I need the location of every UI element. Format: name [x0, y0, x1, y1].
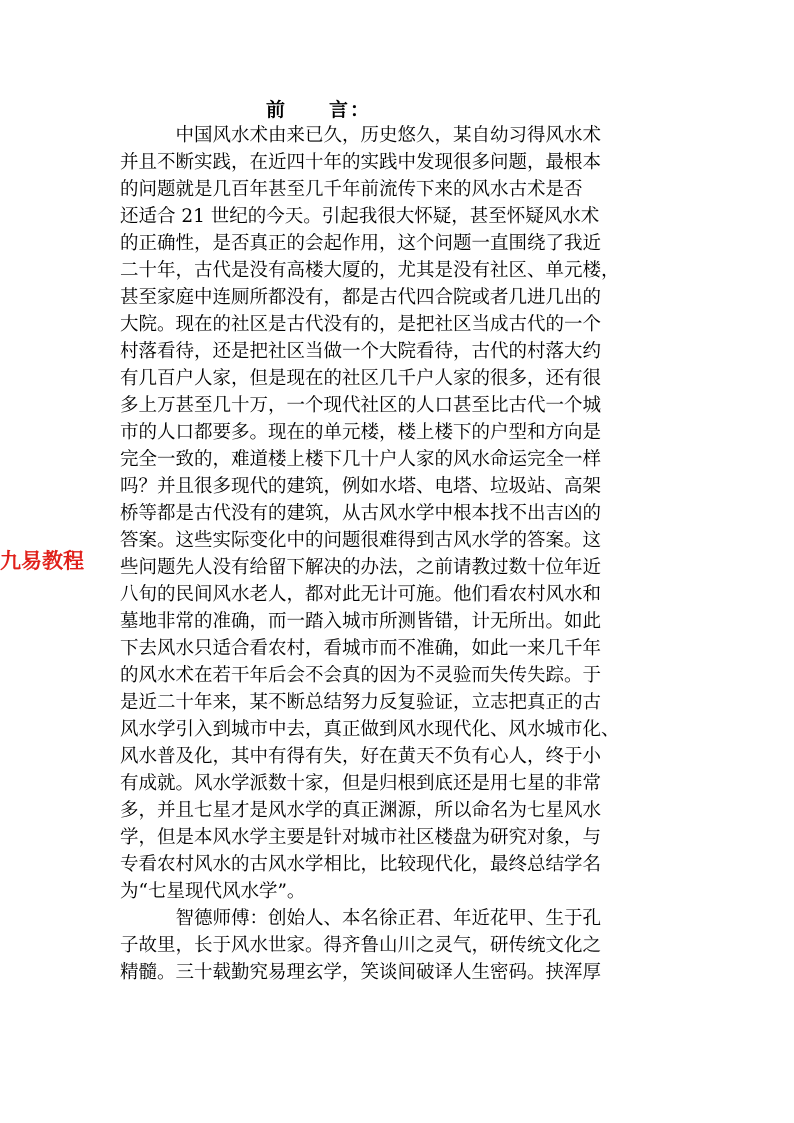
- body-line: 专看农村风水的古风水学相比，比较现代化，最终总结学名: [120, 854, 602, 875]
- body-line: 大院。现在的社区是古代没有的，是把社区当成古代的一个: [120, 314, 602, 335]
- body-line: 墓地非常的准确，而一踏入城市所测皆错，计无所出。如此: [120, 611, 602, 632]
- body-line: 些问题先人没有给留下解决的办法，之前请教过数十位年近: [120, 557, 602, 578]
- body-line: 为“七星现代风水学”。: [120, 881, 306, 902]
- watermark-label: 九易教程: [0, 549, 84, 573]
- page-title: 前 言：: [266, 99, 372, 121]
- body-line: 学，但是本风水学主要是针对城市社区楼盘为研究对象，与: [120, 827, 602, 848]
- body-line: 的风水术在若干年后会不会真的因为不灵验而失传失踪。于: [120, 665, 602, 686]
- body-line: 下去风水只适合看农村，看城市而不准确，如此一来几千年: [120, 638, 602, 659]
- body-line: 完全一致的，难道楼上楼下几十户人家的风水命运完全一样: [120, 449, 602, 470]
- body-line: 桥等都是古代没有的建筑，从古风水学中根本找不出吉凶的: [120, 503, 602, 524]
- body-line: 有几百户人家，但是现在的社区几千户人家的很多，还有很: [120, 368, 602, 389]
- body-line: 是近二十年来，某不断总结努力反复验证，立志把真正的古: [120, 692, 602, 713]
- body-line: 二十年，古代是没有高楼大厦的，尤其是没有社区、单元楼，: [120, 260, 620, 281]
- body-line: 风水普及化，其中有得有失，好在黄天不负有心人，终于小: [120, 746, 602, 767]
- body-line: 智德师傅：创始人、本名徐正君、年近花甲、生于孔: [120, 908, 602, 929]
- body-line: 多上万甚至几十万，一个现代社区的人口甚至比古代一个城: [120, 395, 602, 416]
- body-line: 吗？并且很多现代的建筑，例如水塔、电塔、垃圾站、高架: [120, 476, 602, 497]
- body-line: 的正确性，是否真正的会起作用，这个问题一直围绕了我近: [120, 233, 602, 254]
- body-line: 精髓。三十载勤究易理玄学，笑谈间破译人生密码。挟浑厚: [120, 962, 602, 983]
- body-line: 答案。这些实际变化中的问题很难得到古风水学的答案。这: [120, 530, 602, 551]
- body-line: 有成就。风水学派数十家，但是归根到底还是用七星的非常: [120, 773, 602, 794]
- body-line: 还适合 21 世纪的今天。引起我很大怀疑，甚至怀疑风水术: [120, 206, 600, 227]
- body-line: 的问题就是几百年甚至几千年前流传下来的风水古术是否: [120, 179, 583, 200]
- body-line: 甚至家庭中连厕所都没有，都是古代四合院或者几进几出的: [120, 287, 602, 308]
- body-line: 风水学引入到城市中去，真正做到风水现代化、风水城市化、: [120, 719, 620, 740]
- body-line: 村落看待，还是把社区当做一个大院看待，古代的村落大约: [120, 341, 602, 362]
- body-line: 子故里，长于风水世家。得齐鲁山川之灵气，研传统文化之: [120, 935, 602, 956]
- body-line: 市的人口都要多。现在的单元楼，楼上楼下的户型和方向是: [120, 422, 602, 443]
- body-line: 中国风水术由来已久，历史悠久，某自幼习得风水术: [120, 125, 602, 146]
- body-line: 多，并且七星才是风水学的真正渊源，所以命名为七星风水: [120, 800, 602, 821]
- body-line: 并且不断实践，在近四十年的实践中发现很多问题，最根本: [120, 152, 602, 173]
- body-line: 八旬的民间风水老人，都对此无计可施。他们看农村风水和: [120, 584, 602, 605]
